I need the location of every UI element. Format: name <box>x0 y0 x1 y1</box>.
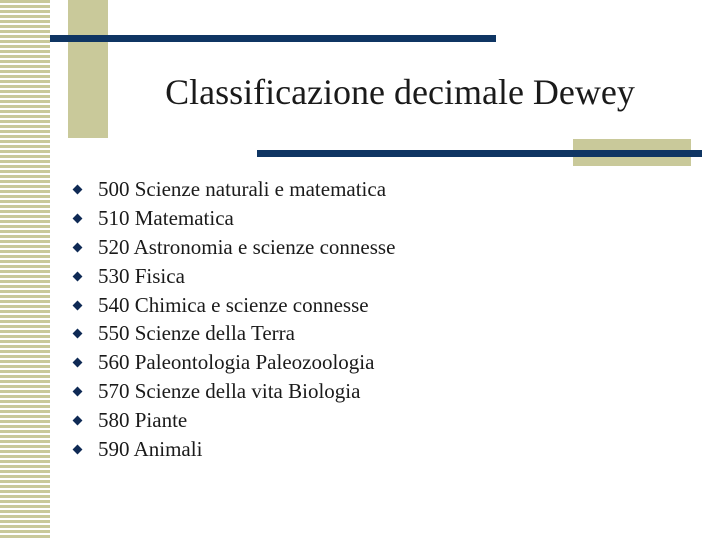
top-rule <box>50 35 496 42</box>
list-item-text: 570 Scienze della vita Biologia <box>98 379 361 404</box>
slide-title: Classificazione decimale Dewey <box>165 72 635 112</box>
bullet-list <box>72 175 395 464</box>
list-item-text: 530 Fisica <box>98 263 185 288</box>
middle-rule <box>257 150 702 157</box>
list-item <box>72 406 395 435</box>
diamond-bullet-icon <box>73 271 83 281</box>
list-item <box>72 319 395 348</box>
list-item-text: 580 Piante <box>98 408 188 433</box>
list-item <box>72 291 395 320</box>
diamond-bullet-icon <box>73 184 83 194</box>
list-item <box>72 348 395 377</box>
list-item-text: 500 Scienze naturali e matematica <box>98 176 387 201</box>
diamond-bullet-icon <box>73 242 83 252</box>
list-item-text: 550 Scienze della Terra <box>98 321 295 346</box>
list-item-text: 520 Astronomia e scienze connesse <box>98 234 396 259</box>
list-item-text: 540 Chimica e scienze connesse <box>98 292 369 317</box>
diamond-bullet-icon <box>73 416 83 426</box>
diamond-bullet-icon <box>73 358 83 368</box>
list-item <box>72 204 395 233</box>
list-item-text: 510 Matematica <box>98 205 234 230</box>
diamond-bullet-icon <box>73 213 83 223</box>
diamond-bullet-icon <box>73 387 83 397</box>
top-decorative-block <box>68 0 108 138</box>
list-item <box>72 233 395 262</box>
diamond-bullet-icon <box>73 329 83 339</box>
left-striped-band <box>0 0 50 540</box>
list-item <box>72 435 395 464</box>
diamond-bullet-icon <box>73 445 83 455</box>
list-item <box>72 175 395 204</box>
diamond-bullet-icon <box>73 300 83 310</box>
list-item-text: 560 Paleontologia Paleozoologia <box>98 350 375 375</box>
list-item <box>72 262 395 291</box>
list-item <box>72 377 395 406</box>
list-item-text: 590 Animali <box>98 436 203 461</box>
